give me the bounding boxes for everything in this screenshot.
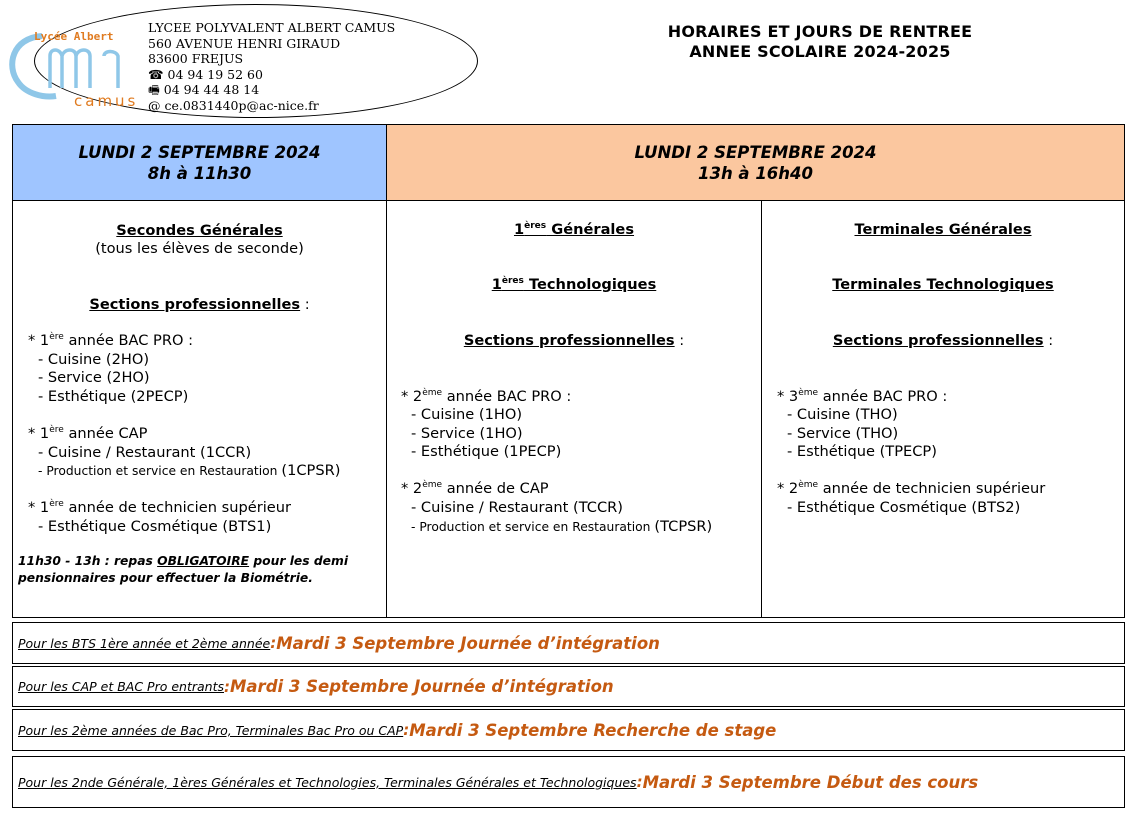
list-item: - Cuisine (2HO) bbox=[38, 351, 150, 368]
row-label: Pour les 2ème années de Bac Pro, Terminales Bac Pro ou CAP bbox=[18, 722, 404, 738]
group-heading bbox=[28, 425, 147, 443]
group-head: année BAC PRO : bbox=[63, 332, 194, 349]
item-text: - Production et service en Restauration bbox=[38, 464, 282, 478]
ordinal-sup: ères bbox=[524, 221, 547, 232]
firsts-technological bbox=[387, 276, 761, 294]
afternoon-hours: 13h à 16h40 bbox=[697, 163, 813, 183]
page-title bbox=[600, 22, 1040, 62]
group-heading bbox=[401, 480, 549, 498]
list-item: - Service (2HO) bbox=[38, 369, 150, 386]
address-line: 83600 FREJUS bbox=[148, 51, 244, 67]
morning-column bbox=[13, 201, 387, 617]
logo-text-top: Lycée Albert bbox=[34, 30, 114, 43]
group-heading bbox=[28, 499, 291, 517]
list-item bbox=[411, 518, 712, 536]
text: 1 bbox=[513, 221, 525, 238]
list-item: - Cuisine (1HO) bbox=[411, 406, 523, 423]
pro-colon: : bbox=[300, 296, 310, 313]
group-head: année de CAP bbox=[442, 480, 549, 497]
terminales-general: Terminales Générales bbox=[854, 221, 1032, 238]
row-sep: : bbox=[403, 721, 410, 739]
morning-hours: 8h à 11h30 bbox=[147, 163, 252, 183]
email-line[interactable]: @ ce.0831440p@ac-nice.fr bbox=[148, 97, 319, 113]
title-line-2: ANNEE SCOLAIRE 2024-2025 bbox=[689, 42, 951, 61]
row-label: Pour les BTS 1ère année et 2ème année bbox=[18, 635, 271, 651]
group-head: année BAC PRO : bbox=[442, 388, 572, 405]
group-star: * 2 bbox=[401, 480, 423, 497]
terminales-technological: Terminales Technologiques bbox=[832, 276, 1054, 293]
seconde-title: Secondes Générales bbox=[116, 222, 283, 239]
pro-colon: : bbox=[1043, 332, 1054, 349]
title-line-1: HORAIRES ET JOURS DE RENTREE bbox=[667, 22, 973, 41]
ordinal-sup: ème bbox=[798, 480, 819, 491]
group-star: * 2 bbox=[777, 480, 799, 497]
group-head: année BAC PRO : bbox=[818, 388, 948, 405]
item-text: - Production et service en Restauration bbox=[411, 520, 655, 534]
ordinal-sup: ème bbox=[422, 480, 443, 491]
note-text: 11h30 - 13h : repas bbox=[18, 554, 158, 568]
row-value: Mardi 3 Septembre Début des cours bbox=[642, 772, 979, 792]
list-item: - Service (1HO) bbox=[411, 425, 523, 442]
ordinal-sup: ème bbox=[798, 388, 819, 399]
ordinal-sup: ère bbox=[49, 425, 64, 436]
row-value: Mardi 3 Septembre Journée d’intégration bbox=[230, 677, 614, 696]
afternoon-day: LUNDI 2 SEPTEMBRE 2024 bbox=[634, 142, 877, 162]
list-item: - Cuisine / Restaurant (TCCR) bbox=[411, 499, 623, 516]
group-heading bbox=[401, 388, 571, 406]
logo-text-bottom: camus bbox=[74, 92, 139, 110]
list-item bbox=[38, 462, 340, 480]
item-code: (TCPSR) bbox=[654, 518, 713, 535]
group-heading bbox=[28, 332, 193, 350]
info-row bbox=[12, 622, 1125, 664]
info-row bbox=[12, 709, 1125, 751]
row-value: Mardi 3 Septembre Journée d’intégration bbox=[276, 633, 660, 653]
lunch-note bbox=[18, 553, 378, 587]
row-label: Pour les CAP et BAC Pro entrants bbox=[18, 679, 224, 694]
list-item: - Esthétique (1PECP) bbox=[411, 443, 562, 460]
list-item: - Cuisine (THO) bbox=[787, 406, 898, 423]
group-heading bbox=[777, 388, 947, 406]
schedule-table bbox=[12, 124, 1125, 618]
list-item: - Service (THO) bbox=[787, 425, 899, 442]
note-emphasis: OBLIGATOIRE bbox=[157, 554, 250, 568]
seconde-subtitle: (tous les élèves de seconde) bbox=[95, 240, 304, 257]
pro-title: Sections professionnelles bbox=[832, 332, 1044, 349]
school-address bbox=[148, 20, 395, 114]
group-star: * 1 bbox=[28, 332, 50, 349]
row-sep: : bbox=[270, 634, 277, 652]
list-item: - Esthétique (2PECP) bbox=[38, 388, 189, 405]
afternoon-column-terminales bbox=[762, 201, 1124, 617]
ordinal-sup: ère bbox=[49, 332, 64, 343]
afternoon-header bbox=[387, 125, 1124, 201]
item-code: (1CPSR) bbox=[281, 462, 341, 479]
pro-title: Sections professionnelles bbox=[89, 296, 301, 313]
row-sep: : bbox=[636, 773, 643, 791]
firsts-general bbox=[387, 221, 761, 239]
ordinal-sup: ères bbox=[501, 276, 524, 287]
group-star: * 3 bbox=[777, 388, 799, 405]
afternoon-column-firsts bbox=[387, 201, 762, 617]
row-value: Mardi 3 Septembre Recherche de stage bbox=[409, 720, 777, 740]
list-item: - Esthétique (TPECP) bbox=[787, 443, 937, 460]
ordinal-sup: ère bbox=[49, 499, 64, 510]
group-star: * 1 bbox=[28, 425, 50, 442]
text: 1 bbox=[491, 276, 502, 293]
list-item: - Esthétique Cosmétique (BTS2) bbox=[787, 499, 1021, 516]
info-row bbox=[12, 756, 1125, 808]
group-head: année CAP bbox=[63, 425, 148, 442]
address-line: LYCEE POLYVALENT ALBERT CAMUS bbox=[148, 20, 396, 35]
group-heading bbox=[777, 480, 1045, 498]
ordinal-sup: ème bbox=[422, 388, 443, 399]
pro-title: Sections professionnelles bbox=[463, 332, 675, 349]
pro-colon: : bbox=[674, 332, 685, 349]
group-head: année de technicien supérieur bbox=[63, 499, 291, 516]
morning-header bbox=[13, 125, 387, 201]
group-star: * 2 bbox=[401, 388, 423, 405]
fax-line: 🖷 04 94 44 48 14 bbox=[148, 82, 260, 98]
address-line: 560 AVENUE HENRI GIRAUD bbox=[148, 35, 341, 51]
row-sep: : bbox=[224, 677, 230, 696]
text: Technologiques bbox=[523, 276, 657, 293]
group-star: * 1 bbox=[28, 499, 50, 516]
note-text: pour les demi pensionnaires pour effectuer la Biométrie. bbox=[18, 554, 349, 585]
group-head: année de technicien supérieur bbox=[818, 480, 1046, 497]
info-row bbox=[12, 666, 1125, 707]
morning-day: LUNDI 2 SEPTEMBRE 2024 bbox=[78, 142, 321, 162]
phone-line: ☎ 04 94 19 52 60 bbox=[148, 66, 263, 82]
list-item: - Cuisine / Restaurant (1CCR) bbox=[38, 444, 252, 461]
list-item: - Esthétique Cosmétique (BTS1) bbox=[38, 518, 272, 535]
text: Générales bbox=[546, 221, 635, 238]
row-label: Pour les 2nde Générale, 1ères Générales et Technologies, Terminales Générales et Technologiques bbox=[18, 774, 637, 790]
school-logo bbox=[4, 26, 154, 116]
